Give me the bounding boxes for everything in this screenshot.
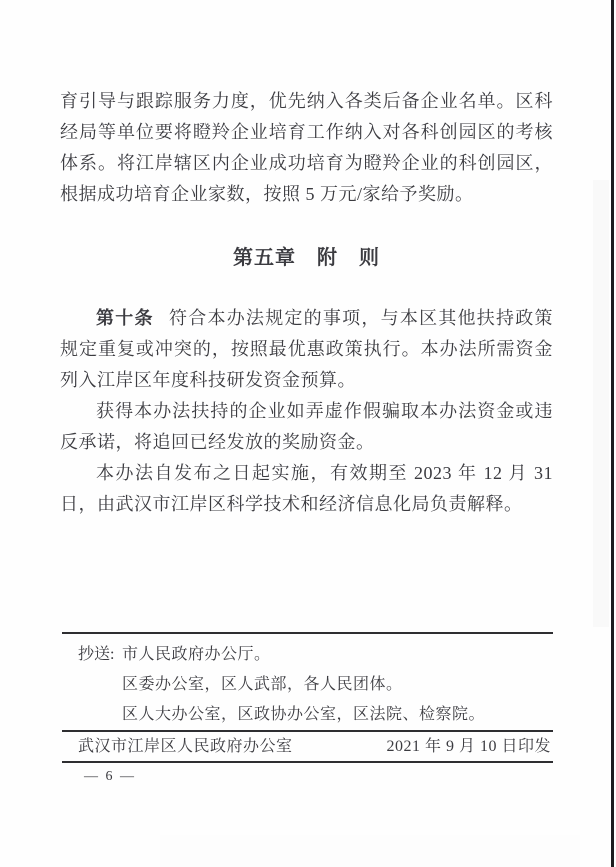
cc-line-city-office: 市人民政府办公厅。	[122, 646, 271, 663]
cc-label: 抄送:	[78, 646, 115, 663]
cc-lines	[122, 640, 553, 730]
print-date: 2021 年 9 月 10 日印发	[386, 738, 551, 755]
scan-edge-artifact	[611, 0, 614, 867]
cc-line-courts: 区人大办公室，区政协办公室，区法院、检察院。	[122, 706, 486, 723]
article-text: 符合本办法规定的事项，与本区其他扶持政策规定重复或冲突的，按照最优惠政策执行。本办法所需资金列入江岸区年度科技研发资金预算。	[60, 308, 554, 390]
cc-block	[62, 632, 553, 730]
issuing-office: 武汉市江岸区人民政府办公室	[78, 738, 293, 755]
paragraph-effective-date: 本办法自发布之日起实施，有效期至 2023 年 12 月 31 日，由武汉市江岸区科学技术和经济信息化局负责解释。	[60, 463, 553, 514]
paragraph-continuation: 育引导与跟踪服务力度，优先纳入各类后备企业名单。区科经局等单位要将瞪羚企业培育工作纳入对各科创园区的考核体系。将江岸辖区内企业成功培育为瞪羚企业的科创园区，根据成功培育企业家数，按照 5 万元/家给予奖励。	[60, 91, 553, 204]
scan-tint-band	[593, 180, 609, 627]
scan-tint-patch	[160, 835, 580, 867]
document-footer	[62, 632, 553, 785]
article-10-paragraph	[60, 303, 553, 396]
cc-line-district-offices: 区委办公室，区人武部，各人民团体。	[122, 676, 403, 693]
page-number: — 6 —	[84, 769, 136, 784]
issue-row	[62, 730, 553, 763]
document-body	[60, 86, 553, 520]
article-label: 第十条	[96, 308, 154, 328]
paragraph-fraud-clause: 获得本办法扶持的企业如弄虚作假骗取本办法资金或违反承诺，将追回已经发放的奖励资金。	[60, 401, 553, 452]
chapter-heading: 第五章 附 则	[233, 247, 380, 269]
